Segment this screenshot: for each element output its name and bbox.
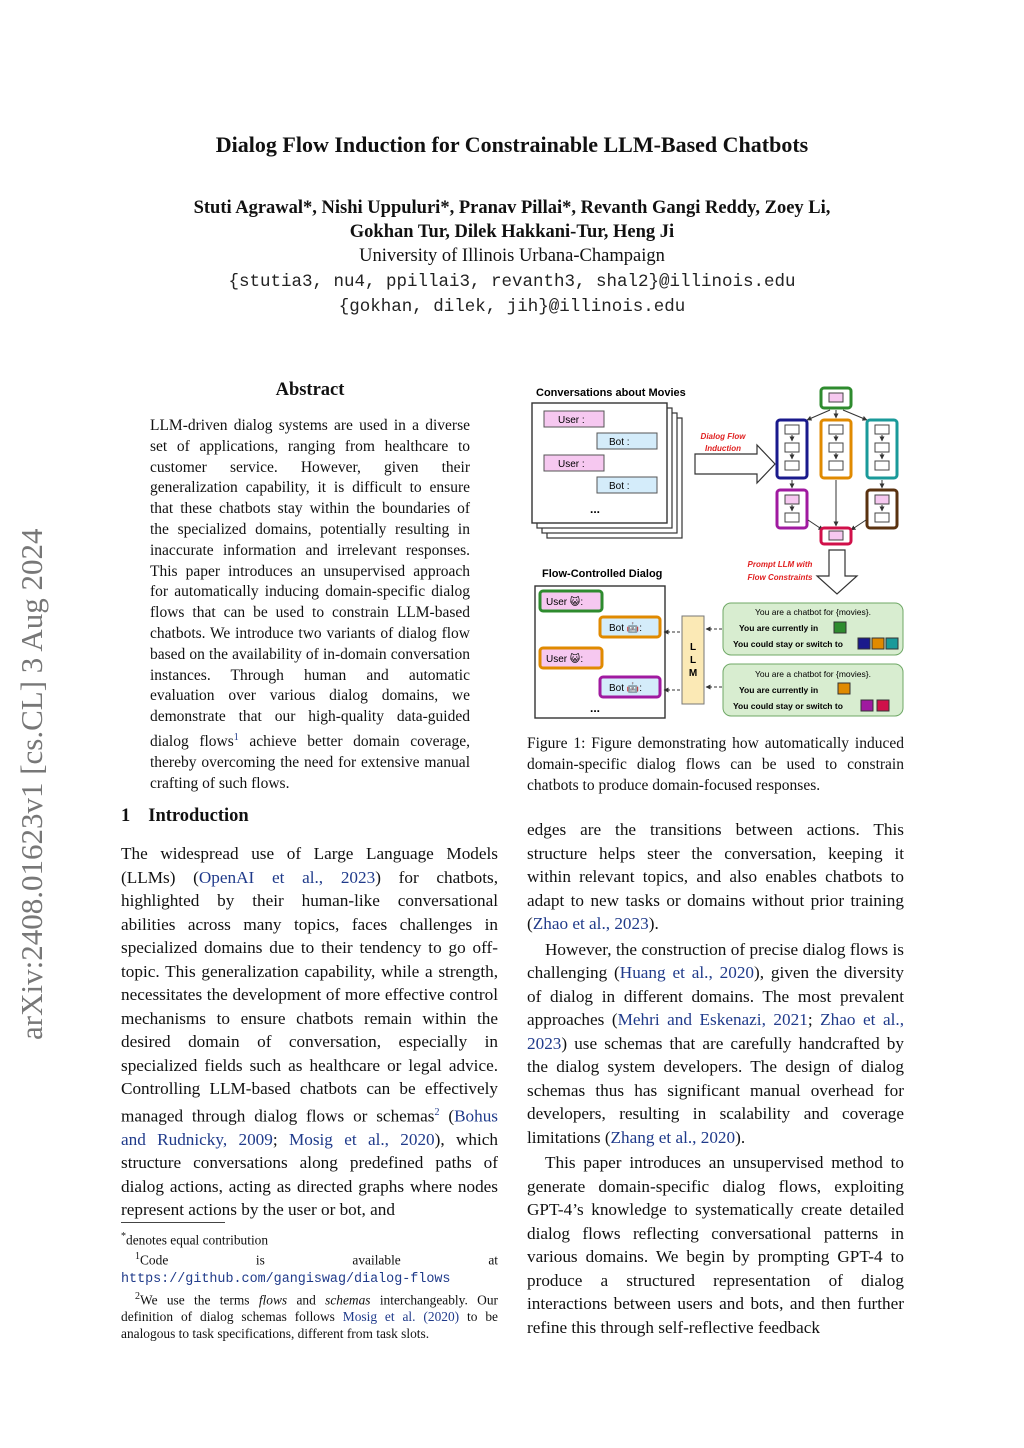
prompt-text: You could stay or switch to: [733, 639, 843, 649]
intro-paragraph-1: [121, 842, 498, 1222]
llm-letter: M: [688, 668, 698, 679]
abstract-heading: Abstract: [275, 380, 345, 400]
affiliation: University of Illinois Urbana-Champaign: [359, 246, 665, 266]
citation-link[interactable]: Zhao et al., 2023: [532, 914, 649, 933]
code-repo-link[interactable]: https://github.com/gangiswag/dialog-flows: [121, 1271, 451, 1287]
text-run: edges are the transitions between actions. This structure helps steer the conversation, keeping it within relevant topics, and also enables chatbots to adapt to new tasks or domains without prior training (: [527, 820, 904, 933]
citation-link[interactable]: Mosig et al. (2020): [342, 1309, 460, 1325]
user-emoji-label: User 😺:: [546, 654, 584, 665]
ellipsis: ...: [590, 701, 601, 715]
flow-node-inner: [829, 393, 843, 402]
llm-letter: L: [689, 655, 697, 666]
citation-link[interactable]: Zhang et al., 2020: [610, 1127, 736, 1147]
authors-line-2: Gokhan Tur, Dilek Hakkani-Tur, Heng Ji: [349, 222, 675, 242]
state-swatch-teal: [886, 638, 898, 649]
prompt-label-2: Flow Constraints: [747, 573, 813, 582]
state-swatch-orange: [872, 638, 884, 649]
text-run: ).: [735, 1127, 746, 1147]
citation-link[interactable]: Zhao et al., 2023: [527, 1010, 904, 1053]
prompt-text: You are currently in: [739, 623, 819, 633]
emails-line-2: {gokhan, dilek, jih}@illinois.edu: [338, 297, 686, 317]
text-run: However, the construction of precise dialog flows is challenging (: [527, 939, 904, 982]
citation-link[interactable]: OpenAI et al., 2023: [198, 867, 376, 887]
intro-paragraph-1-cont: [527, 818, 904, 936]
intro-paragraph-3: This paper introduces an unsupervised method to generate domain-specific dialog flows, exploiting GPT-4’s knowledge to systematically create detailed dialog flows reflecting conversational patterns in various domains. We begin by prompting GPT-4 to produce a structured representation of dialog interactions between users and bots, and then further refine this through self-reflective feedback: [527, 1153, 904, 1337]
citation-link[interactable]: Huang et al., 2020: [619, 963, 755, 982]
user-emoji-label: User 😺:: [546, 597, 584, 608]
ellipsis: ...: [590, 502, 601, 516]
citation-link[interactable]: Bohus and Rudnicky, 2009: [121, 1106, 498, 1149]
footnote-text: to be analogous to task specifications, different from task slots.: [121, 1309, 498, 1342]
text-run: ) use schemas that are carefully handcrafted by the dialog system developers. The design of dialog schemas thus has significant manual overhead for developers, resulting in scalability and coverage limitations (: [527, 1033, 904, 1147]
section-number: 1: [121, 806, 131, 826]
user-bubble-label: User :: [558, 459, 585, 470]
footnote-text: Code is available at: [140, 1252, 498, 1268]
prompt-arrow: [817, 550, 857, 594]
text-run: (: [439, 1106, 455, 1126]
bot-bubble-label: Bot :: [609, 437, 630, 448]
citation-link[interactable]: Mehri and Eskenazi, 2021: [617, 1010, 808, 1029]
author-list: [0, 196, 1024, 244]
bot-emoji-label: Bot 🤖:: [609, 683, 643, 694]
induction-label-2: Induction: [705, 444, 741, 453]
text-run: ).: [648, 914, 659, 933]
prompt-label-1: Prompt LLM with: [747, 560, 813, 569]
prompt-text: You are a chatbot for {movies}.: [755, 607, 871, 617]
arxiv-identifier: arXiv:2408.01623v1 [cs.CL] 3 Aug 2024: [14, 528, 49, 1040]
text-run: The widespread use of Large Language Models (LLMs) (: [121, 844, 498, 887]
emails-line-1: {stutia3, nu4, ppillai3, revanth3, shal2}@illinois.edu: [228, 272, 796, 292]
induction-label-1: Dialog Flow: [700, 432, 746, 441]
footnote-text: denotes equal contribution: [126, 1232, 269, 1248]
figure-caption: Figure 1: Figure demonstrating how automatically induced domain-specific dialog flows can be used to constrain chatbots to produce domain-focused responses.: [527, 735, 904, 794]
footnote-ref-1[interactable]: 1: [233, 731, 239, 743]
email-list: [0, 270, 1024, 320]
state-swatch-crimson: [877, 700, 889, 711]
intro-right-column: [527, 818, 904, 1339]
abstract-text: [150, 416, 470, 795]
footnote-term: flows: [258, 1292, 288, 1308]
bot-emoji-label: Bot 🤖:: [609, 623, 643, 634]
footnote-mark: *: [121, 1231, 126, 1242]
abstract-body: LLM-driven dialog systems are used in a diverse set of applications, ranging from healthcare to customer service. However, given their generalization capability, it is difficult to ensure that these chatbots stay within the boundaries of the specialized domains, potentially resulting in inaccurate information and irrelevant responses. This paper introduces an unsupervised approach for automatically inducing domain-specific dialog flows that can be used to constrain LLM-based chatbots. We introduce two variants of dialog flow based on the availability of in-domain conversation instances. Through human and automatic evaluation over various dialog domains, we demonstrate that our high-quality data-guided dialog flows: [150, 417, 470, 751]
text-run: ;: [807, 1010, 821, 1029]
user-bubble-label: User :: [558, 415, 585, 426]
state-swatch-navy: [858, 638, 870, 649]
bot-bubble-label: Bot :: [609, 481, 630, 492]
state-swatch-orange: [838, 683, 850, 694]
text-run: ) for chatbots, highlighted by their human-like conversational abilities across many topics, faces challenges in specialized domains due to their tendency to go off-topic. This generalization capability, while a strength, necessitates the development of more effective control mechanisms to ensure chatbots remain within the desired domain of conversation, especially in specialized fields such as healthcare or legal advice. Controlling LLM-based chatbots can be effectively managed through dialog flows or schemas: [121, 867, 498, 1126]
footnote-2: [121, 1288, 498, 1342]
prompt-text: You are a chatbot for {movies}.: [755, 669, 871, 679]
figure-bottom-title: Flow-Controlled Dialog: [542, 568, 663, 580]
state-swatch-green: [834, 622, 846, 633]
abstract-body-end: achieve better domain coverage, thereby overcoming the need for extensive manual crafting of such flows.: [150, 733, 471, 792]
text-run: ), which structure conversations along predefined paths of dialog actions, acting as directed graphs where nodes represent actions by the user or bot, and: [121, 1129, 499, 1220]
footnote-mark: 1: [135, 1251, 140, 1263]
section-heading: [121, 806, 249, 827]
text-run: ), given the diversity of dialog in different domains. The most prevalent approaches (: [527, 963, 904, 1029]
figure-top-title: Conversations about Movies: [536, 387, 686, 399]
footnote-mark: 2: [135, 1290, 140, 1302]
dialog-flow-graph: [777, 388, 897, 544]
paper-title: Dialog Flow Induction for Constrainable LLM-Based Chatbots: [215, 132, 809, 157]
footnote-term: schemas: [325, 1292, 371, 1308]
footnotes: [121, 1228, 498, 1342]
llm-letter: L: [689, 642, 697, 653]
prompt-text: You could stay or switch to: [733, 701, 843, 711]
footnote-1: [121, 1248, 498, 1287]
footnote-text: and: [287, 1292, 326, 1308]
footnote-text: interchangeably. Our definition of dialog schemas follows: [121, 1292, 498, 1325]
state-swatch-purple: [861, 700, 873, 711]
footnote-0: [121, 1228, 498, 1248]
footnote-text: We use the terms: [140, 1292, 259, 1308]
section-title: Introduction: [148, 806, 249, 826]
footnote-divider: [121, 1222, 225, 1223]
text-run: ;: [272, 1129, 289, 1149]
citation-link[interactable]: Mosig et al., 2020: [288, 1129, 435, 1149]
figure-1-diagram: [527, 380, 907, 720]
intro-paragraph-2: [527, 938, 904, 1150]
prompt-text: You are currently in: [739, 685, 819, 695]
footnote-ref-2[interactable]: 2: [434, 1106, 440, 1118]
authors-line-1: Stuti Agrawal*, Nishi Uppuluri*, Pranav Pillai*, Revanth Gangi Reddy, Zoey Li,: [193, 198, 831, 218]
